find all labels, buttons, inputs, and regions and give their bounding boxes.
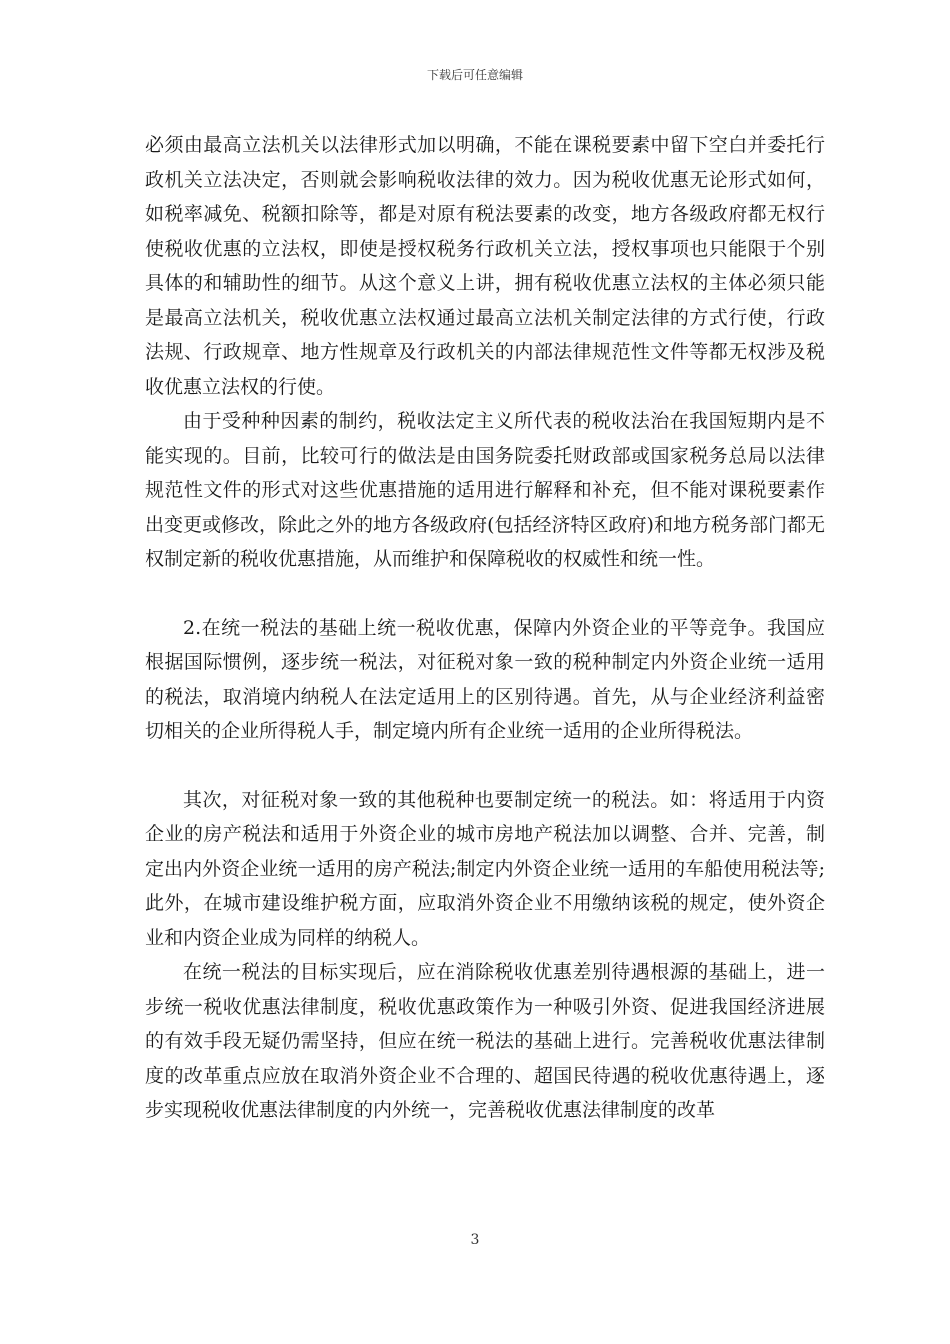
document-body [145,128,825,1128]
page-number: 3 [470,1232,480,1248]
paragraph-2: 由于受种种因素的制约，税收法定主义所代表的税收法治在我国短期内是不能实现的。目前，比较可行的做法是由国务院委托财政部或国家税务总局以法律规范性文件的形式对这些优惠措施的适用进行解释和补充，但不能对课税要素作出变更或修改，除此之外的地方各级政府(包括经济特区政府)和地方税务部门都无权制定新的税收优惠措施，从而维护和保障税收的权威性和统一性。 [145,410,825,570]
paragraph-1: 必须由最高立法机关以法律形式加以明确，不能在课税要素中留下空白并委托行政机关立法决定，否则就会影响税收法律的效力。因为税收优惠无论形式如何，如税率减免、税额扣除等，都是对原有税法要素的改变，地方各级政府都无权行使税收优惠的立法权，即使是授权税务行政机关立法，授权事项也只能限于个别具体的和辅助性的细节。从这个意义上讲，拥有税收优惠立法权的主体必须只能是最高立法机关，税收优惠立法权通过最高立法机关制定法律的方式行使，行政法规、行政规章、地方性规章及行政机关的内部法律规范性文件等都无权涉及税收优惠立法权的行使。 [145,134,825,398]
page-header: 下载后可任意编辑 [426,68,523,82]
paragraph-4: 其次，对征税对象一致的其他税种也要制定统一的税法。如：将适用于内资企业的房产税法和适用于外资企业的城市房地产税法加以调整、合并、完善，制定出内外资企业统一适用的房产税法;制定内外资企业统一适用的车船使用税法等;此外，在城市建设维护税方面，应取消外资企业不用缴纳该税的规定，使外资企业和内资企业成为同样的纳税人。 [145,788,825,949]
paragraph-3: 2.在统一税法的基础上统一税收优惠，保障内外资企业的平等竞争。我国应根据国际惯例，逐步统一税法，对征税对象一致的税种制定内外资企业统一适用的税法，取消境内纳税人在法定适用上的区别待遇。首先，从与企业经济利益密切相关的企业所得税人手，制定境内所有企业统一适用的企业所得税法。 [145,616,825,742]
paragraph-5: 在统一税法的目标实现后，应在消除税收优惠差别待遇根源的基础上，进一步统一税收优惠法律制度，税收优惠政策作为一种吸引外资、促进我国经济进展的有效手段无疑仍需坚持，但应在统一税法的基础上进行。完善税收优惠法律制度的改革重点应放在取消外资企业不合理的、超国民待遇的税收优惠待遇上，逐步实现税收优惠法律制度的内外统一，完善税收优惠法律制度的改革 [145,961,825,1121]
